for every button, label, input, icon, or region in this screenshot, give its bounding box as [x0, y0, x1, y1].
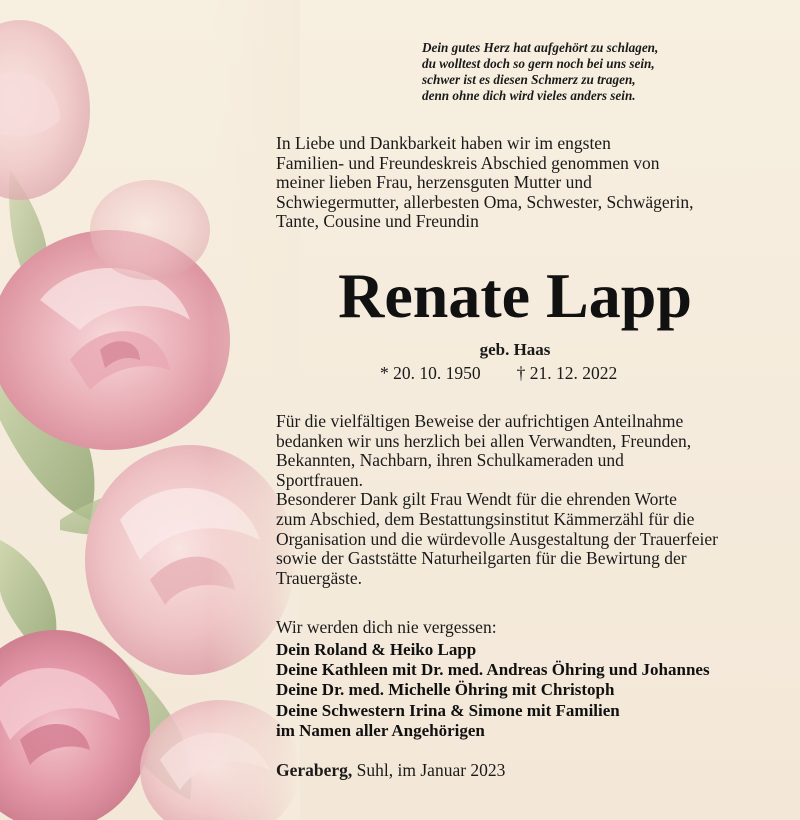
thanks-line: Für die vielfältigen Beweise der aufrichtigen Anteilnahme	[276, 411, 684, 431]
deceased-name: Renate Lapp	[338, 260, 692, 331]
family-signatures	[276, 640, 776, 741]
place-date	[276, 760, 505, 780]
thanks-text	[276, 412, 776, 588]
birth-date: * 20. 10. 1950	[380, 363, 481, 383]
intro-line: Tante, Cousine und Freundin	[276, 211, 479, 231]
family-line: im Namen aller Angehörigen	[276, 720, 485, 740]
family-line: Deine Schwestern Irina & Simone mit Familien	[276, 700, 620, 720]
thanks-line: Organisation und die würdevolle Ausgestaltung der Trauerfeier	[276, 528, 718, 549]
remember-line: Wir werden dich nie vergessen:	[276, 617, 497, 637]
poem-line: schwer ist es diesen Schmerz zu tragen,	[422, 72, 636, 87]
thanks-line: Trauergäste.	[276, 567, 363, 588]
thanks-line: bedanken wir uns herzlich bei allen Verwandten, Freunden,	[276, 430, 692, 451]
intro-line: meiner lieben Frau, herzensguten Mutter und	[276, 172, 592, 192]
poem-line: denn ohne dich wird vieles anders sein.	[422, 88, 636, 103]
poem-line: Dein gutes Herz hat aufgehört zu schlagen,	[422, 40, 659, 55]
intro-line: Familien- und Freundeskreis Abschied genommen von	[276, 152, 660, 173]
family-line: Deine Dr. med. Michelle Öhring mit Christoph	[276, 680, 615, 700]
intro-text	[276, 134, 776, 232]
death-date: † 21. 12. 2022	[516, 363, 618, 383]
maiden-name: geb. Haas	[479, 340, 551, 359]
poem-line: du wolltest doch so gern noch bei uns sein,	[422, 56, 655, 71]
place-rest: Suhl, im Januar 2023	[356, 760, 506, 780]
intro-line: In Liebe und Dankbarkeit haben wir im engsten	[276, 133, 611, 153]
thanks-line: Besonderer Dank gilt Frau Wendt für die ehrenden Worte	[276, 489, 677, 510]
thanks-line: zum Abschied, dem Bestattungsinstitut Kämmerzähl für die	[276, 508, 695, 529]
family-line: Deine Kathleen mit Dr. med. Andreas Öhring und Johannes	[276, 660, 710, 680]
thanks-line: Sportfrauen.	[276, 469, 363, 490]
thanks-line: sowie der Gaststätte Naturheilgarten für die Bewirtung der	[276, 548, 687, 569]
thanks-line: Bekannten, Nachbarn, ihren Schulkameraden und	[276, 450, 624, 471]
life-dates	[380, 362, 617, 384]
intro-line: Schwiegermutter, allerbesten Oma, Schwester, Schwägerin,	[276, 191, 694, 212]
poem	[422, 40, 752, 104]
place-town: Geraberg,	[276, 760, 353, 780]
family-line: Dein Roland & Heiko Lapp	[276, 640, 477, 659]
